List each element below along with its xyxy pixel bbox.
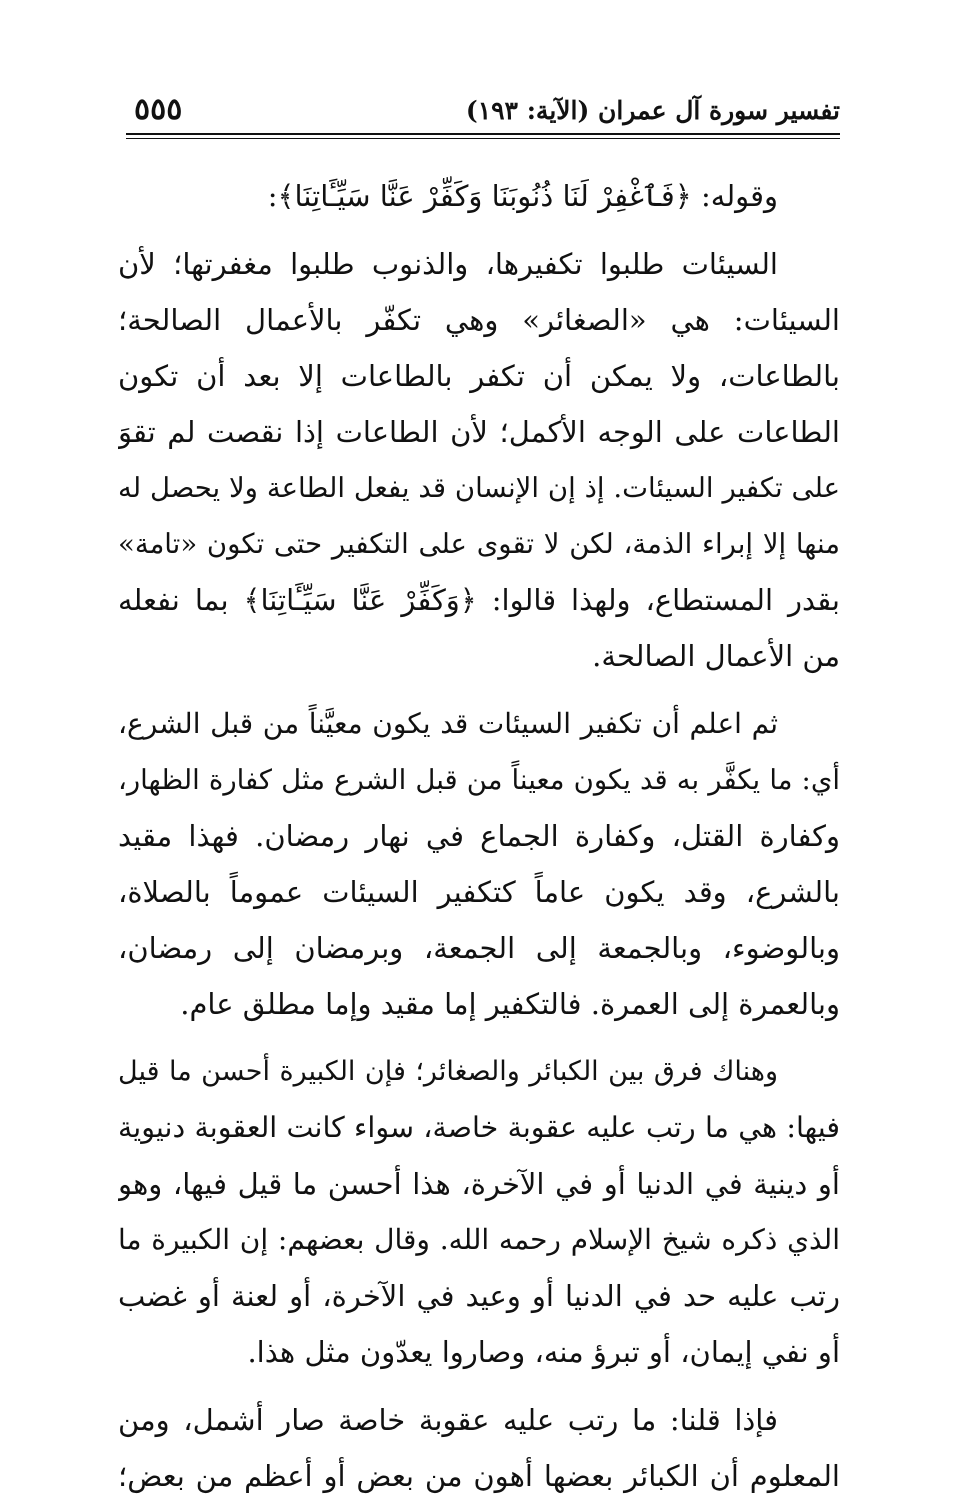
text-line: بقدر المستطاع، ولهذا قالوا: ﴿وَكَفِّرْ عَنَّا سَيِّـَٔاتِنَا﴾ بما نفعله [118, 583, 840, 617]
paragraph-gap [118, 684, 840, 696]
text-line: السيئات طلبوا تكفيرها، والذنوب طلبوا مغفرتها؛ لأن [118, 247, 778, 281]
text-line: المعلوم أن الكبائر بعضها أهون من بعض أو أعظم من بعض؛ [118, 1459, 840, 1493]
text-line: الطاعات على الوجه الأكمل؛ لأن الطاعات إذا نقصت لم تقوَ [118, 415, 840, 449]
text-line: وكفارة القتل، وكفارة الجماع في نهار رمضان. فهذا مقيد [118, 819, 840, 853]
text-line: السيئات: هي «الصغائر» وهي تكفّر بالأعمال الصالحة؛ [118, 303, 840, 337]
text-line: بالطاعات، ولا يمكن أن تكفر بالطاعات إلا بعد أن تكون [118, 359, 840, 393]
text-line: من الأعمال الصالحة. [592, 639, 840, 673]
text-line: وبالعمرة إلى العمرة. فالتكفير إما مقيد وإما مطلق عام. [180, 987, 840, 1021]
text-line: وهناك فرق بين الكبائر والصغائر؛ فإن الكبيرة أحسن ما قيل [118, 1056, 778, 1087]
paragraph [118, 1392, 840, 1504]
paragraph [118, 168, 840, 224]
text-line: أو دينية في الدنيا أو في الآخرة، هذا أحسن ما قيل فيها، وهو [118, 1167, 840, 1201]
text-line: الذي ذكره شيخ الإسلام رحمه الله. وقال بعضهم: إن الكبيرة ما [118, 1223, 840, 1256]
text-line: ثم اعلم أن تكفير السيئات قد يكون معيَّناً من قبل الشرع، [118, 707, 778, 740]
text-line: أي: ما يكفَّر به قد يكون معيناً من قبل الشرع مثل كفارة الظهار، [118, 764, 840, 796]
text-line: أو نفي إيمان، أو تبرؤ منه، وصاروا يعدّون مثل هذا. [247, 1335, 840, 1369]
text-line: بالشرع، وقد يكون عاماً كتكفير السيئات عموماً بالصلاة، [118, 875, 840, 909]
page-number: ٥٥٥ [134, 92, 183, 127]
page-header [126, 92, 840, 132]
paragraph [118, 236, 840, 684]
running-title: تفسير سورة آل عمران (الآية: ١٩٣) [465, 96, 840, 125]
header-rule [126, 133, 840, 135]
paragraph-gap [118, 1380, 840, 1392]
text-line: فيها: هي ما رتب عليه عقوبة خاصة، سواء كانت العقوبة دنيوية [118, 1111, 840, 1144]
text-line: منها إلا إبراء الذمة، لكن لا تقوى على التكفير حتى تكون «تامة» [118, 528, 840, 560]
paragraph-gap [118, 224, 840, 236]
text-line: رتب عليه حد في الدنيا أو وعيد في الآخرة، أو لعنة أو غضب [118, 1279, 840, 1313]
header-rule-thin [126, 138, 840, 139]
paragraph [118, 696, 840, 1032]
body-text [118, 168, 840, 1504]
text-line: وبالوضوء، وبالجمعة إلى الجمعة، وبرمضان إلى رمضان، [118, 931, 840, 965]
paragraph-gap [118, 1032, 840, 1044]
text-line: وقوله: ﴿فَٱغْفِرْ لَنَا ذُنُوبَنَا وَكَفِّرْ عَنَّا سَيِّـَٔاتِنَا﴾: [267, 179, 778, 213]
text-line: على تكفير السيئات. إذ إن الإنسان قد يفعل الطاعة ولا يحصل له [118, 472, 840, 504]
paragraph [118, 1044, 840, 1380]
text-line: فإذا قلنا: ما رتب عليه عقوبة خاصة صار أشمل، ومن [118, 1403, 778, 1437]
